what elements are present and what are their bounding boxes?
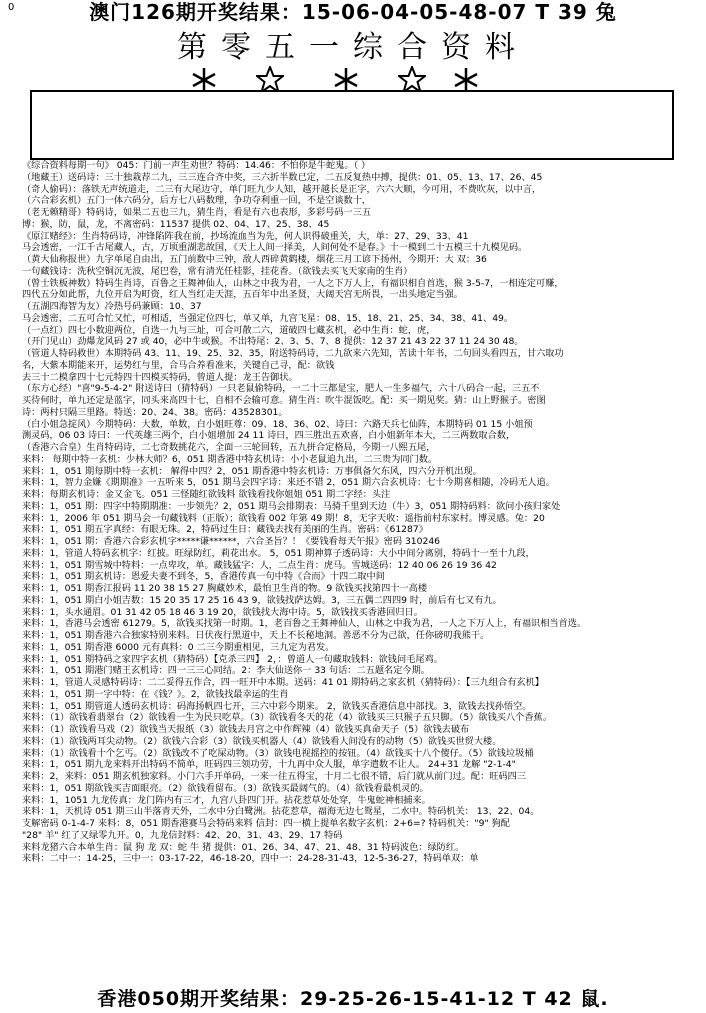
text-line: 来料：1，051 期香港六合独家特别来料。日伏夜行黑道中，天上不长秘地洞。善恶不分为己欲，任你磅叨我熊干。 — [22, 630, 490, 641]
blank-banner-box — [30, 90, 674, 160]
text-line: 来料：每期玄机诗：金又金飞。051 三怪随红欲钱料 欲钱看找你姐姐 051 期二字经：头注 — [22, 489, 391, 500]
text-line: 来料：1，2006 年 051 期马会一句藏钱料（正版）；欲钱看 002 年第 49 期！8，无字天收：遥指前村东家村。博灵感。兔：20 — [22, 512, 545, 524]
text-line: 来料：1，051 期香江报码 11 20 38 15 27 胸藏妙术，最怕卫生肖的物。9 欲钱买找第四十一高楼 — [22, 583, 428, 594]
text-line: 来料：1，051 期欲钱买吉面眼亮。（2）欲钱看留布。（3）欲钱买最阔气的。（4）欲钱看最机灵的。 — [22, 782, 429, 794]
text-line: 来料：1，1051 九龙传真：龙门阵内有三才，九宫八卦四门开。拈花惹草处处穿，牛鬼蛇神相捕来。 — [22, 794, 431, 806]
text-line: 来料：1，051 期特码之家四字玄机（猜特码）【克杀三四】 2，：曾道人一句藏取钱料：欲钱问毛尾鸡。 — [22, 653, 443, 665]
text-line: 来料：1，天机诗 051 期三山半落青天外，二水中分白鹭洲。拈花惹草，福海无边七鸳星，二水中。特码机关： 13、22、04。 — [22, 806, 540, 818]
text-line: 来料：（1）欲钱两耳尖动物。（2）欲钱六合彩（3）欲钱买机器人（4）欲钱看人间没有的动物（5）欲钱买世贸大楼。 — [22, 735, 502, 747]
document-body — [22, 160, 698, 960]
text-line: 来料：1，051 期每期中特一玄机： 解得中四？2，051 期香港中特玄机诗：万事俱备欠东风，四六分开机出现。 — [22, 465, 482, 477]
text-line: 来料：1，051 期白小姐吉数：15 20 35 17 25 16 43 9，欲钱找萨达姆。3，三五偶二四四9 时，前后有七又有九。 — [22, 594, 502, 606]
text-line: 来料：1，051 期：香港六合彩玄机字*****谦******，六合圣旨？！《要钱看每天午报》密码 310246 — [22, 536, 441, 547]
text-line: 博：猴，防，鼠，龙，不离密码：11537 提供 02、04、17、25、38、45 — [22, 218, 330, 230]
text-line: （地藏王）送码诗：三十独栽荐二九，三三连合齐中奖，三六折半数已定，二五反复热中搏，提供：01、05、13、17、26、45 — [22, 171, 543, 183]
text-line: （奇人偷码）：落铁无声统道走，二三有大尾边守，单门旺九少人知，越开越长是正字，六六大顺，今可用，不费吹灰，以中言， — [22, 183, 542, 195]
text-line: 来料：1，051 期管道人透码玄机诗：码海扬帆四七开，三六中彩今期来。 2，欲钱买香港信息中部找。3，欲钱去找孙悟空。 — [22, 700, 532, 712]
text-line: 一句藏钱诗：洗秋空铜沉无波，尾巴卷，常有清光任桂影，挂花香。（欲钱去买飞天家南的生肖） — [22, 265, 413, 277]
text-line: （六合彩玄机）五门一体六码分，后方七八码数理，争功夺利重一回，不是空谈数十， — [22, 195, 372, 207]
text-line: （白小姐急掟风）今期特码：大数，单数，白小姐旺尊：09、18、36、02、诗曰：六路天兵七仙阵，本期特码 01 15 小姐预 — [22, 418, 533, 430]
text-line: 来料：1，管道人灵感特码诗：二二妥得五作合，四一旺开中本期。送码：41 01 期特码之家玄机（猜特码）：【三九组合有玄机】 — [22, 677, 544, 688]
text-line: （黄大仙称报世）九字单尾自由出，五门前数中三钟，敌人西碎黄鹤楼，烟花三月工谚下扬州，今期开：大 双：36 — [22, 254, 487, 265]
text-line: 来料：1，051 期五字真经：有眼无珠。2，特码过生日：藏钱去找有美丽的生肖。密码：《61287》 — [22, 524, 428, 536]
page-number: 0 — [8, 2, 15, 13]
text-line: 来料：1，智力金嫌《期期准》一五听来 5，051 期马会四字诗：来还不错 2，051 期六合玄机诗：七十今期喜相随，冷码无人追。 — [22, 477, 555, 489]
text-line: 来料： 每期中特一玄机：少林大师？6，051 期香港中特玄机诗：小小老鼠追九出，二三贵为同门数。 — [22, 453, 438, 465]
text-line: 《原江赌经》：生肖特码诗，冲锋陷阵我在前，抄场流血当为先，何人识得破重关，大，单：27、29、33、41 — [22, 230, 469, 242]
text-line: （一点红）四七小数迎两位，自选一九与三址，可合可散二六，道破四七藏玄机，必中生肖：蛇，虎， — [22, 324, 436, 336]
text-line: 来料：1，051 期玄机诗：恩爱夫妻不到冬，5，香港传真一句中特《合而》十四二取中间 — [22, 571, 385, 583]
text-line: 马会透密，一江千古尾藏人，古，万顷重湖悲故国，《天上人间一择美，人间何处不是春。》十一模到二十五模三十九模见码。 — [22, 242, 528, 254]
text-line: （曾士铁板神数）特码生肖诗，百鲁之王舞神仙人，山林之中我为君，一人之下万人上，有福识相自首选，猴 3-5-7，一相连定可赚， — [22, 277, 564, 289]
page-title: 第零五一综合资料 — [177, 30, 529, 65]
text-line: 买待何时，单九还定是蓝字，同头来高四十七，自相不会输可意。猜生肖：吹牛混饭吃。配：买一期见奖。猜：山上野猴子。密图 — [22, 395, 546, 406]
text-line: 来料：1，管道人特码玄机字：红披。旺绿防红，莉花出水。 5，051 期神算子透码诗：大小中间分离别，特码十一至十九段， — [22, 547, 535, 559]
text-line: （老无赖精哥）特码诗，如果二五也三九，猜生肖，看是有六也表形，多彩号码一三五 — [22, 207, 372, 218]
text-line: 来料：（1）欲钱看十个乞丐。（2）欲钱改不了吃屎动物。（3）欲钱电视摇控的按钮。（4）欲钱买十八个傻仔。（5）欲钱垃圾桶 — [22, 747, 534, 759]
text-line: "28" 羊" 红了又绿零九开。0，九龙信封料：42、20、31、43、29、17 特码 — [22, 829, 343, 841]
text-line: （东方心经）"喜"9-5-4-2" 附送诗曰（猜特码）一只老鼠偷特码，一二十三都是宝，肥人一生多福气，六十八码合一起，三五不 — [22, 383, 540, 395]
text-line: 来料：1，051 期香港 6000 元有真料：0 二三今期重相见，三九定为君发。 — [22, 641, 335, 653]
text-line: 来料：1，051 期雪城中特料：一点卑攻，单。藏钱猛字：人，二点生肖：虎马。雪城送码：12 40 06 26 19 36 42 — [22, 559, 497, 571]
text-line: 来料：1，香港马会透密 61279。5，欲钱买找第一时期。1，老百鲁之王舞神仙人，山林之中我为君，一人之下万人上，有福识相当首选。 — [22, 618, 587, 630]
text-line: 去三十二模拿四十七元特四十四模买特码，曾道人提：龙王告御状。 — [22, 371, 298, 383]
text-line: （香港六合皇）生肖特码诗，二七奇数挑花六，全面一三轮回转，五九拼合定格局，今期一八熙五尾， — [22, 442, 436, 453]
text-line: （开门见山）劲爆龙风码 27 或 40，必中牛或猴。不出特尾：2、3、5、7、8 提供：12 37 21 43 22 37 11 24 30 48。 — [22, 336, 524, 348]
text-line: 诗：两村只隔三里路。特送：20、24、38。密码：43528301。 — [22, 406, 288, 418]
text-line: 名，大紫本期能来开，运势红与里，合马合养看准来，关键自己寻，配：欲钱 — [22, 359, 335, 371]
text-line: 来料龙猪六合本单生肖：鼠 狗 龙 双：蛇 牛 猪 提供：01、26、34、47、21、48、31 特码波色：绿防红。 — [22, 841, 465, 853]
text-line: 马会透密，二五可合忙又忙，可相适，当强定位四七，单又单，九宫飞星：08、15、18、21、25、34、38、41、49。 — [22, 312, 514, 324]
text-line: 来料：1，051 期一字中特：在《钱？》。2，欲钱找最幸运的生肖 — [22, 688, 289, 700]
text-line: 来料：（1）欲钱看翡翠台（2）欲钱看一生为民只吃草。（3）欲钱看冬天的花（4）欲钱买三只猴子五只脚。（5）欲钱买八个香蕉。 — [22, 712, 552, 724]
text-line: （管道人特码救世）本期特码 43、11、19、25、32、35，附送特码诗，二九欲来六先知，苦读十年书，二句回头看四五，甘六取功 — [22, 348, 564, 359]
text-line: （五湖四海智为友）冷热号码兼顾：10、37 — [22, 301, 202, 312]
text-line: 来料：1，051 期港门赌王玄机诗：四一三三心同结。2：李大仙送你一 33 句话：二五题名定今期。 — [22, 665, 430, 677]
text-line: 来料：1，051 期九龙来料开出特码不简单，旺码四三领功劳，十九再中众人服，单字遣数不让人。 24+31 龙解 "2-1-4" — [22, 759, 516, 771]
text-line: 测灵码，06 03 诗曰：一代英雄三两个，白小姐增加 24 11 诗曰，四三胜出五欢喜，白小姐新年本大，二三两数取合数， — [22, 430, 516, 442]
text-line: 四代五分如此帮，九位开启为町资，红人当红走天涯，五百年中出圣贤，大阔天宫无所畏，一出头地定当强。 — [22, 289, 463, 301]
macau-draw-result-header: 澳门126期开奖结果：15-06-04-05-48-07 T 39 兔 — [89, 0, 617, 24]
text-line: 来料：1，051 期：四字中特期期准：一步领先？2，051 期马会排期表：马骑千里到天边（牛）3，051 期特码料：欲问小孩归家处 — [22, 500, 561, 512]
text-line: 来料：二中一：14-25，三中一：03-17-22，46-18-20，四中一：24-28-31-43，12-5-36-27，特码单双：单 — [22, 853, 479, 865]
text-line: 来料：（1）欲钱看马戏（2）欲钱当天报纸（3）欲钱去月宫之中作辉辣（4）欲钱买真命天子（5）欲钱去破布 — [22, 724, 470, 735]
text-line: 来料：2，来料：051 期玄机独家料。小门六手开单码，一来一往五得宝，十月二七很不错，后门就从前门过。配：旺码四三 — [22, 771, 527, 782]
text-line: 来料：1，头水通眉。01 31 42 05 18 46 3 19 20，欲钱找大海中诗。5，欲钱找买香港回归日。 — [22, 606, 423, 618]
text-line: 支解密码 0-1-4-7 来料：8，051 期香港赛马会特码来料 信封：四一横上提单名数字玄机：2+6=? 特码机关："9" 狗配 — [22, 818, 510, 829]
hongkong-draw-result-footer: 香港050期开奖结果：29-25-26-15-41-12 T 42 鼠. — [97, 988, 609, 1010]
text-line: 《综合资料每期一句》 045：门前一声生劝世？特码：14.46：不怕你是牛蛇鬼。（ ） — [22, 160, 371, 171]
